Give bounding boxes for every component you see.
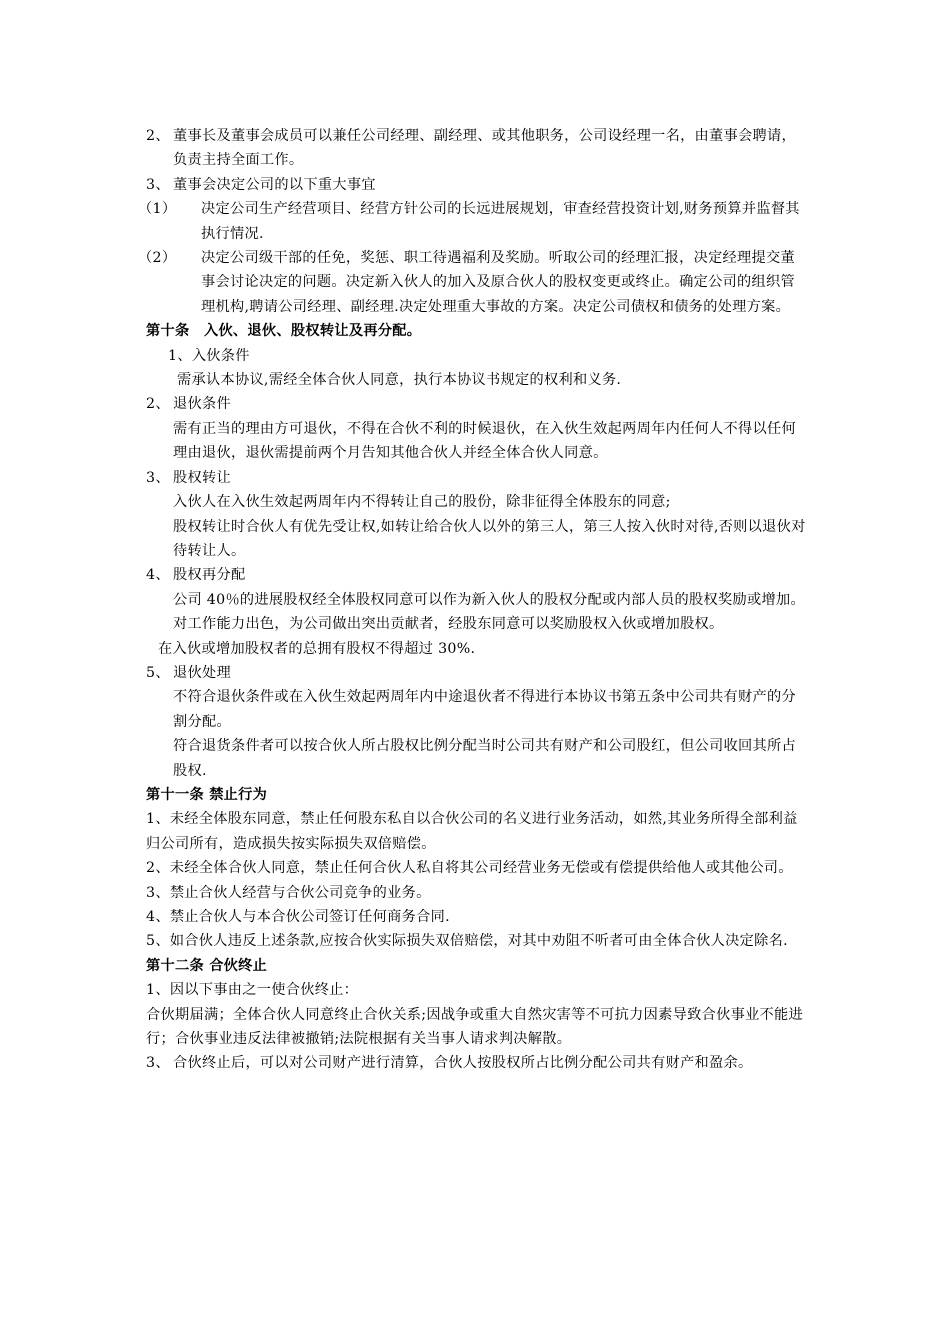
item-text: 董事会决定公司的以下重大事宜 (173, 176, 376, 193)
item-text: 股权转让 (173, 469, 231, 486)
section-equity-transfer-title (146, 466, 808, 490)
article-12-heading: 第十二条 合伙终止 (146, 957, 268, 974)
equity-redistribution-text-2: 对工作能力出色，为公司做出突出贡献者，经股东同意可以奖励股权入伙或增加股权。 (173, 616, 724, 633)
equity-redistribution-text-1: 公司 40％的进展股权经全体股权同意可以作为新入伙人的股权分配或内部人员的股权奖励或增加。 (173, 591, 805, 608)
item-number: （1） (138, 201, 177, 218)
item-text: 决定公司级干部的任免，奖惩、职工待遇福利及奖励。听取公司的经理汇报，决定经理提交董事会讨论决定的问题。决定新入伙人的加入及原合伙人的股权变更或终止。确定公司的组织管理机构,聘请公司经理、副经理.决定处理重大事故的方案。决定公司债权和债务的处理方案。 (201, 250, 795, 315)
item-text: 退伙条件 (173, 396, 231, 413)
withdraw-handling-text-2: 符合退货条件者可以按合伙人所占股权比例分配当时公司共有财产和公司股红，但公司收回其所占股权. (173, 738, 796, 779)
section-withdraw-conditions-title (146, 392, 808, 416)
item-number: 4、 (146, 567, 170, 584)
equity-redistribution-text-3: 在入伙或增加股权者的总拥有股权不得超过 30%. (158, 640, 476, 657)
prohibition-4: 4、禁止合伙人与本合伙公司签订任何商务合同. (146, 909, 450, 925)
section-equity-redistribution-title (146, 563, 808, 587)
withdraw-conditions-text: 需有正当的理由方可退伙，不得在合伙不利的时候退伙，在入伙生效起两周年内任何人不得以任何理由退伙，退伙需提前两个月告知其他合伙人并经全体合伙人同意。 (173, 420, 796, 462)
item-text: 决定公司生产经营项目、经营方针公司的长远进展规划，审查经营投资计划,财务预算并监督其执行情况. (201, 201, 800, 242)
equity-transfer-text-1: 入伙人在入伙生效起两周年内不得转让自己的股份，除非征得全体股东的同意; (173, 494, 671, 511)
section-join-conditions-title: 1、入伙条件 (168, 347, 250, 364)
item-2-manager (146, 124, 808, 173)
prohibition-5: 5、如合伙人违反上述条款,应按合伙实际损失双倍赔偿，对其中劝阻不听者可由全体合伙人决定除名. (146, 933, 788, 950)
item-text: 股权再分配 (173, 567, 246, 584)
subitem-2 (138, 246, 808, 319)
subitem-1 (138, 197, 808, 246)
article-11-heading: 第十一条 禁止行为 (146, 786, 268, 803)
termination-3 (146, 1051, 808, 1075)
join-conditions-text: 需承认本协议,需经全体合伙人同意，执行本协议书规定的权利和义务. (177, 372, 622, 389)
item-3-board-matters (146, 173, 808, 197)
prohibition-1: 1、未经全体股东同意，禁止任何股东私自以合伙公司的名义进行业务活动，如然,其业务所得全部利益归公司所有，造成损失按实际损失双倍赔偿。 (146, 811, 798, 852)
withdraw-handling-text-1: 不符合退伙条件或在入伙生效起两周年内中途退伙者不得进行本协议书第五条中公司共有财产的分割分配。 (173, 689, 796, 730)
prohibition-2: 2、未经全体合伙人同意，禁止任何合伙人私自将其公司经营业务无偿或有偿提供给他人或其他公司。 (146, 860, 793, 877)
item-text: 董事长及董事会成员可以兼任公司经理、副经理、或其他职务，公司设经理一名，由董事会聘请，负责主持全面工作。 (173, 128, 796, 169)
prohibition-3: 3、禁止合伙人经营与合伙公司竞争的业务。 (146, 884, 431, 901)
item-number: 2、 (146, 128, 170, 144)
item-number: 3、 (146, 1055, 170, 1072)
item-number: 3、 (146, 469, 170, 486)
item-number: 3、 (146, 176, 170, 193)
item-number: （2） (138, 250, 177, 267)
item-number: 5、 (146, 664, 170, 681)
equity-transfer-text-2: 股权转让时合伙人有优先受让权,如转让给合伙人以外的第三人，第三人按入伙时对待,否则以退伙对待转让人。 (173, 518, 806, 559)
termination-reasons: 合伙期届满；全体合伙人同意终止合伙关系;因战争或重大自然灾害等不可抗力因素导致合伙事业不能进行；合伙事业违反法律被撤销;法院根据有关当事人请求判决解散。 (146, 1006, 804, 1048)
termination-1: 1、因以下事由之一使合伙终止： (146, 982, 359, 999)
item-number: 2、 (146, 396, 170, 413)
item-text: 退伙处理 (173, 664, 231, 681)
section-withdraw-handling-title (146, 661, 808, 685)
item-text: 合伙终止后，可以对公司财产进行清算，合伙人按股权所占比例分配公司共有财产和盈余。 (173, 1055, 753, 1072)
document-page (138, 124, 808, 1076)
article-10-heading: 第十条 入伙、退伙、股权转让及再分配。 (146, 323, 422, 340)
